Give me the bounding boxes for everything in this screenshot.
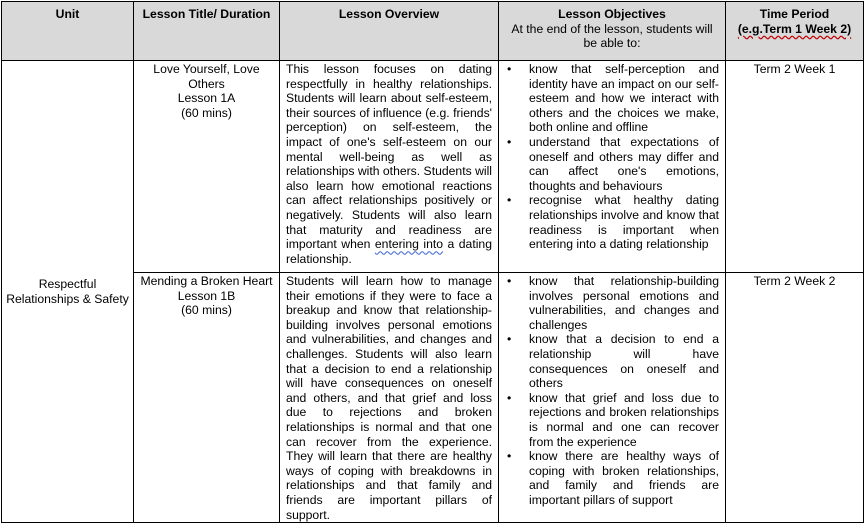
time-period-cell: Term 2 Week 1	[726, 61, 864, 273]
bullet-icon: •	[507, 134, 512, 149]
lesson-plan-table	[1, 1, 864, 523]
bullet-icon: •	[507, 449, 512, 464]
header-period-sub: (e.g.Term 1 Week 2)	[737, 21, 852, 36]
header-unit: Unit	[2, 2, 134, 61]
list-item: • understand that expectations of oneself and others may differ and can affect one's emotions, thoughts and behaviours	[507, 134, 719, 193]
list-item: • know there are healthy ways of coping with broken relationships, and family and friends are important pillars of support	[507, 449, 719, 507]
header-objectives-sub: At the end of the lesson, students will be able to:	[511, 21, 713, 51]
header-overview: Lesson Overview	[280, 2, 499, 61]
lesson-title-cell: Mending a Broken Heart Lesson 1B (60 mins)	[134, 273, 280, 523]
lesson-objectives-cell	[499, 273, 726, 523]
header-title: Lesson Title/ Duration	[134, 2, 280, 61]
bullet-icon: •	[507, 390, 512, 405]
unit-label: Respectful Relationships & Safety	[6, 276, 129, 306]
time-period-cell: Term 2 Week 2	[726, 273, 864, 523]
table-row	[2, 61, 864, 273]
header-objectives: Lesson Objectives At the end of the lesson, students will be able to:	[499, 2, 726, 61]
bullet-icon: •	[507, 274, 512, 288]
list-item: • know that relationship-building involves personal emotions and vulnerabilities, and changes and challenges	[507, 274, 719, 332]
list-item: • know that self-perception and identity have an impact on our self-esteem and how we interact with others and the choices we make, both online and offline	[507, 62, 719, 135]
unit-cell	[2, 61, 134, 523]
bullet-icon: •	[507, 193, 512, 208]
bullet-icon: •	[507, 332, 512, 347]
lesson-objectives-cell	[499, 61, 726, 273]
lesson-title-cell: Love Yourself, Love Others Lesson 1A (60 mins)	[134, 61, 280, 273]
list-item: • recognise what healthy dating relationships involve and know that readiness is important when entering into a dating relationship	[507, 193, 719, 252]
list-item: • know that a decision to end a relationship will have consequences on oneself and others	[507, 332, 719, 391]
lesson-overview-cell: Students will learn how to manage their emotions if they were to face a breakup and know that relationship-building involves personal emotions and vulnerabilities, and changes and challenges. Students will also learn that a decision to end a relationship will have consequences on oneself and others, and that grief and loss due to rejections and broken relationships is normal and that one can recover from the experience. They will learn that there are healthy ways of coping with breakdowns in relationships and that family and friends are important pillars of support.	[280, 273, 499, 523]
lesson-overview-cell: This lesson focuses on dating respectfully in healthy relationships. Students will learn about self-esteem, their sources of influence (e.g. friends' perception) on self-esteem, the impact of one's self-esteem on our mental well-being as well as relationships with others. Students will also learn how emotional reactions can affect relationships positively or negatively. Students will also learn that maturity and readiness are important when entering into a dating relationship.	[280, 61, 499, 273]
bullet-icon: •	[507, 62, 512, 76]
list-item: • know that grief and loss due to rejections and broken relationships is normal and one can recover from the experience	[507, 390, 719, 449]
header-row	[2, 2, 864, 61]
spellcheck-underline: entering into	[374, 237, 444, 252]
header-period: Time Period (e.g.Term 1 Week 2)	[726, 2, 864, 61]
